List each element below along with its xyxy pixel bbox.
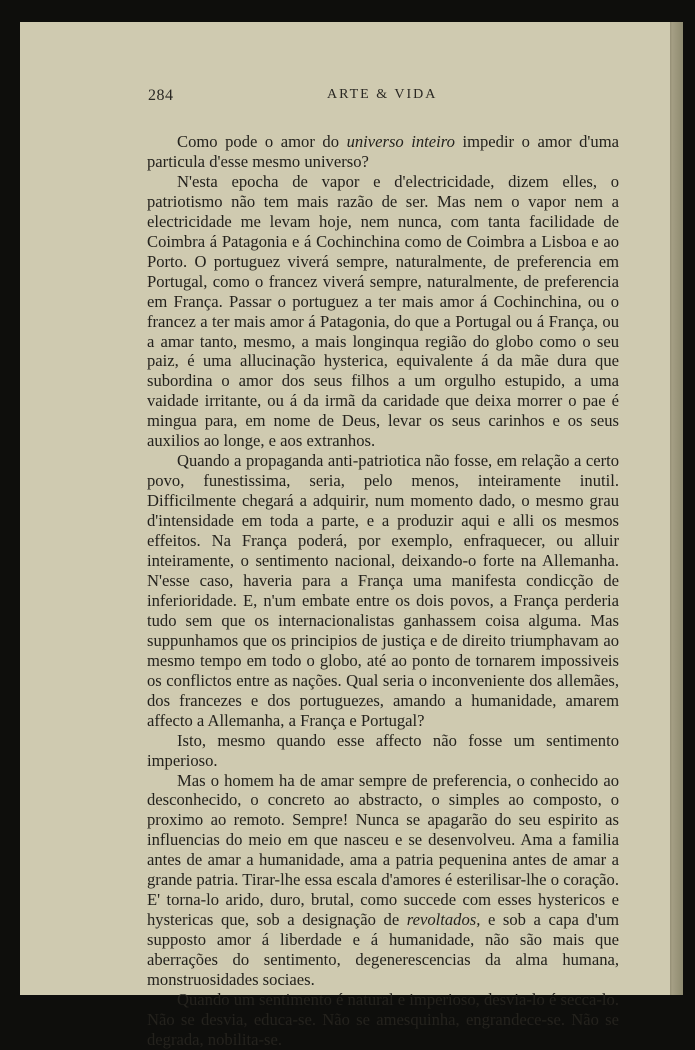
running-title: ARTE & VIDA: [327, 87, 438, 102]
text-run: Quando a propaganda anti-patriotica não fosse, em relação a certo povo, funestissima, seria, pelo menos, inteiramente inutil. Difficilmente chegará a adquirir, num momento dado, o mesmo grau d'intensidade em toda a parte, e a produzir aqui e alli os mesmos effeitos. Na França poderá, por exemplo, enfraquecer, ou alluir inteiramente, o sentimento nacional, deixando-o forte na Allemanha. N'esse caso, haveria para a França uma manifesta condicção de inferioridade. E, n'um embate entre os dois povos, a França perderia tudo sem que os internacionalistas ganhassem coisa alguma. Mas suppunhamos que os principios de justiça e de direito triumphavam ao mesmo tempo em todo o globo, até ao ponto de tornarem impossiveis os conflictos entre as nações. Qual seria o inconveniente dos allemães, dos francezes e dos portuguezes, amando a humanidade, amarem affecto a Allemanha, a França e Portugal?: [147, 451, 619, 730]
italic-run: revoltados,: [406, 910, 481, 930]
paragraph: [147, 451, 619, 730]
paragraph: [147, 172, 619, 451]
paragraph: [147, 731, 619, 771]
text-run: impedir o amor d'uma particula d'esse mesmo universo?: [147, 132, 619, 171]
paragraph: [147, 132, 619, 172]
text-run: e sob a capa d'um supposto amor á liberdade e á humanidade, não são mais que aberrações do sentimento, degenerescencias da alma humana, monstruosidades sociaes.: [147, 910, 619, 990]
text-run: Isto, mesmo quando esse affecto não fosse um sentimento imperioso.: [147, 730, 619, 770]
italic-run: universo inteiro: [346, 132, 455, 151]
text-run: N'esta epocha de vapor e d'electricidade, dizem elles, o patriotismo não tem mais razão de ser. Mas nem o vapor nem a electricidade me levam hoje, nem nunca, com tanta facilidade de Coimbra á Patagonia e á Cochinchina como de Coimbra a Lisboa e ao Porto. O portuguez viverá sempre, naturalmente, de preferencia em Portugal, como o francez viverá sempre, naturalmente, de preferencia em França. Passar o portuguez a ter mais amor á Cochinchina, ou o francez a ter mais amor á Patagonia, do que a Portugal ou á França, ou a amar tanto, mesmo, a mais longinqua região do globo como o seu paiz, é uma allucinação hysterica, equivalente á da mãe dura que subordina o amor dos seus filhos a um orgulho estupido, a uma vaidade irritante, ou á da irmã da caridade que deixa morrer o pae é mingua para, em nome de Deus, levar os seus carinhos e os seus auxilios ao longe, e aos extranhos.: [147, 171, 619, 451]
text-run: Mas o homem ha de amar sempre de preferencia, o conhecido ao desconhecido, o concreto ao abstracto, o simples ao composto, o proximo ao remoto. Sempre! Nunca se apagarão do seu espirito as influencias do meio em que nasceu e se desenvolveu. Ama a familia antes de amar a humanidade, ama a patria pequenina antes de amar a grande patria. Tirar-lhe essa escala d'amores é esterilisar-lhe o coração. E' torna-lo arido, duro, brutal, como succede com esses hystericos e hystericas que, sob a designação de: [147, 770, 619, 930]
body-text: [147, 132, 619, 1050]
paragraph: [147, 990, 619, 1050]
text-run: Como pode o amor do: [177, 132, 347, 151]
text-run: Quando um sentimento é natural e imperioso, desvia-lo é secca-lo. Não se desvia, educa-se. Não se amesquinha, engrandece-se. Não se degrada, nobilita-se.: [147, 989, 619, 1049]
paragraph: [147, 771, 619, 990]
page-header: [148, 87, 628, 109]
page-number: 284: [148, 87, 174, 104]
